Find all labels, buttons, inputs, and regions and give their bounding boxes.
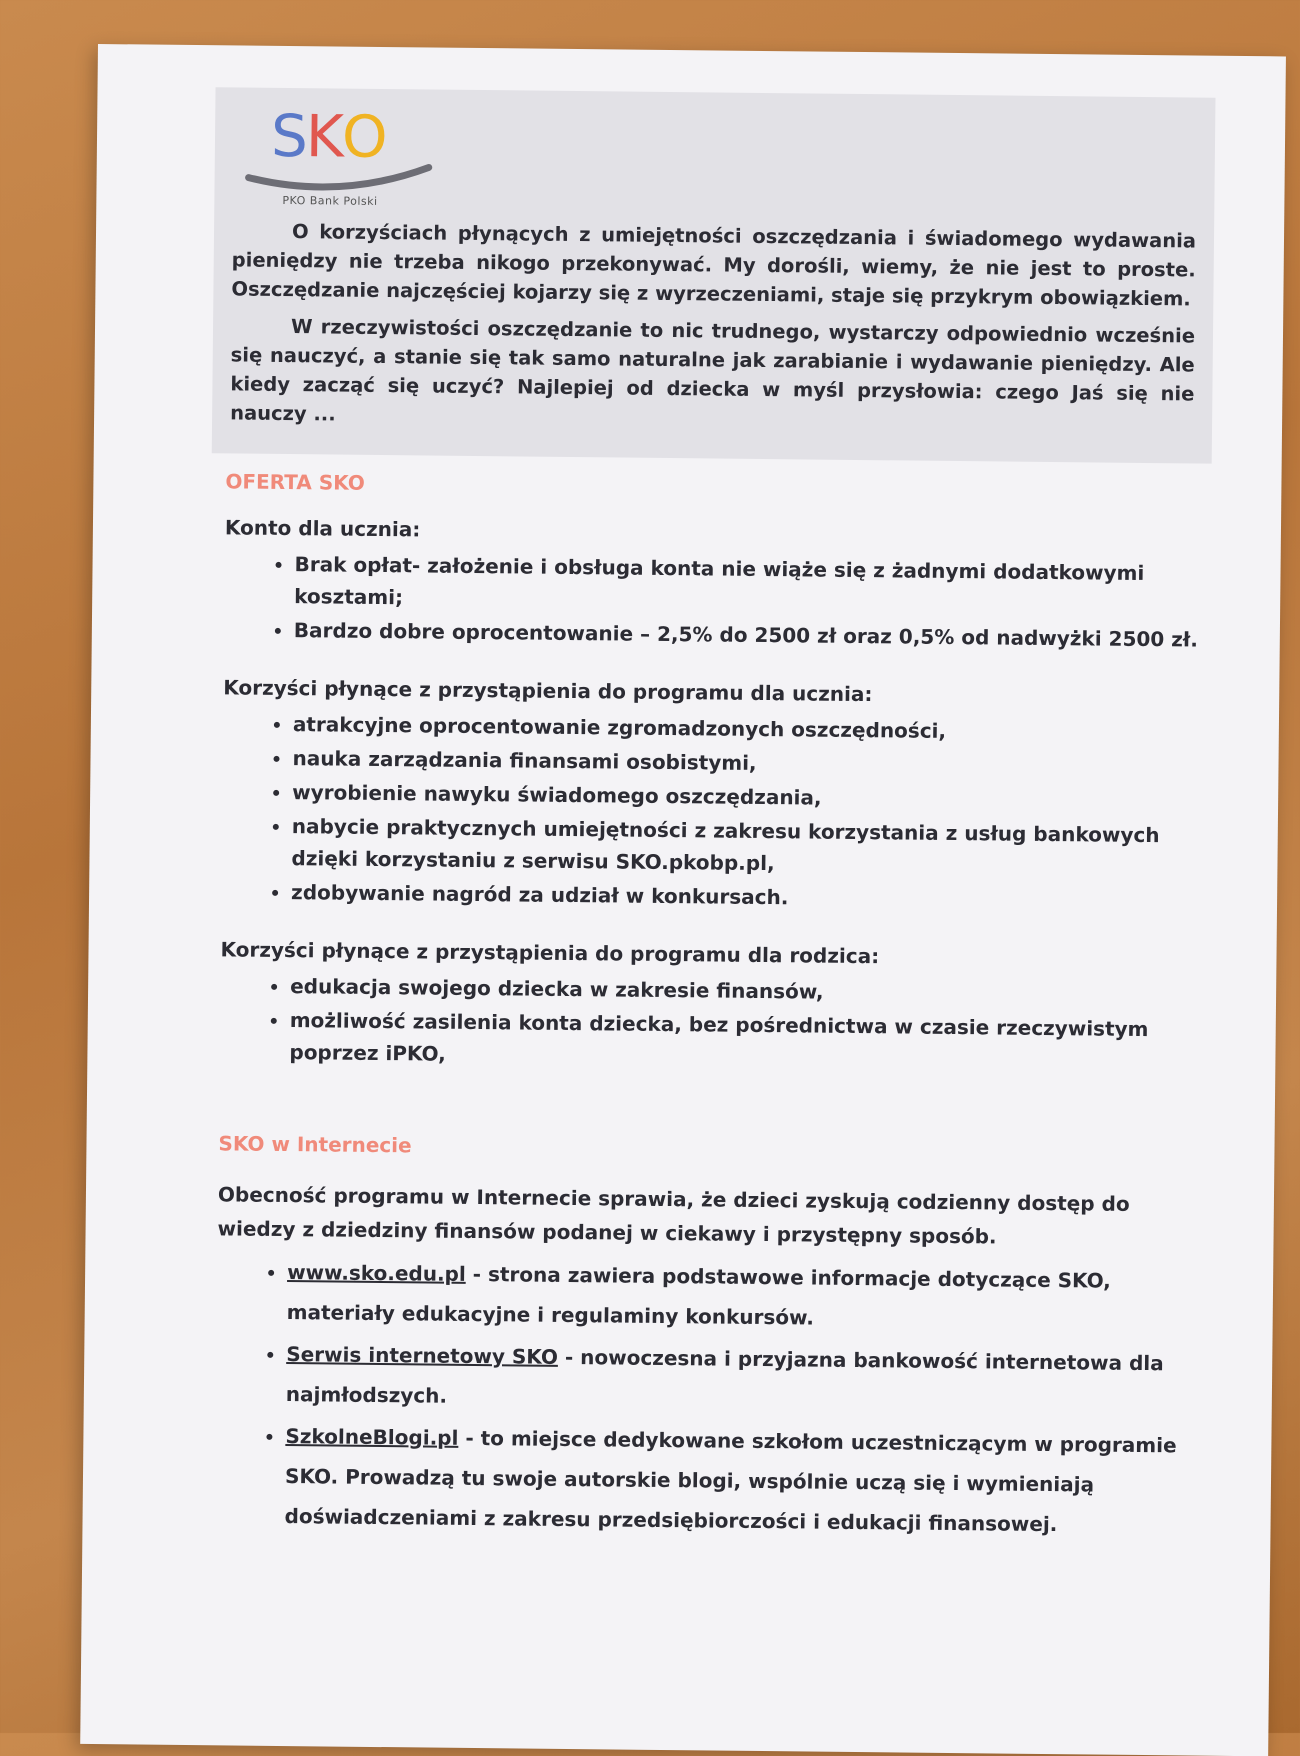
list-item-text: - strona zawiera podstawowe informacje dotyczące SKO, materiały edukacyjne i regulaminy konkursów. [286, 1261, 1111, 1330]
internet-section [200, 1097, 1205, 1545]
internet-list [214, 1251, 1203, 1545]
list-item: • atrakcyjne oprocentowanie zgromadzonych oszczędności, [293, 708, 1209, 750]
offer-section [205, 453, 1211, 1077]
sko-logo [232, 101, 1197, 226]
document-content [200, 87, 1215, 1575]
list-item: • Brak opłat- założenie i obsługa konta nie wiąże się z żadnymi dodatkowymi kosztami; [294, 548, 1211, 622]
list-item: • nauka zarządzania finansami osobistymi, [292, 742, 1208, 784]
intro-block [212, 87, 1216, 463]
offer-title: OFERTA SKO [225, 469, 365, 495]
list-item: • zdobywanie nagród za udział w konkursach. [291, 876, 1207, 918]
logo-letters [271, 102, 386, 171]
account-list [224, 547, 1211, 655]
list-item: • edukacja swojego dziecka w zakresie finansów, [290, 970, 1206, 1012]
list-item [287, 1252, 1204, 1342]
bank-name: PKO Bank Polski [282, 193, 378, 208]
student-benefits-heading: Korzyści płynące z przystąpienia do programu dla ucznia: [223, 675, 873, 707]
paper-sheet [80, 44, 1286, 1756]
intro-paragraph-1: O korzyściach płynących z umiejętności oszczędzania i świadomego wydawania pieniędzy nie trzeba nikogo przekonywać. My dorośli, wiemy, że nie jest to proste. Oszczędzanie najczęściej kojarzy się z wyrzeczeniami, staje się przykrym obowiązkiem. [231, 220, 1197, 311]
school-blogs-link[interactable]: SzkolneBlogi.pl [285, 1424, 459, 1450]
list-item: • nabycie praktycznych umiejętności z zakresu korzystania z usług bankowych dzięki korzystaniu z serwisu SKO.pkobp.pl, [291, 810, 1208, 884]
student-benefits-list [221, 707, 1209, 917]
list-item-text: - to miejsce dedykowane szkołom uczestniczącym w programie SKO. Prowadzą tu swoje autorskie blogi, wspólnie uczą się i wymieniają doświadczeniami z zakresu przedsiębiorczości i edukacji finansowej. [284, 1425, 1177, 1537]
internet-lead: Obecność programu w Internecie sprawia, że dzieci zyskują codzienny dostęp do wiedzy z dziedziny finansów podanej w ciekawy i przystępny sposób. [217, 1182, 1130, 1249]
list-item: • wyrobienie nawyku świadomego oszczędzania, [292, 776, 1208, 818]
intro-paragraph-2: W rzeczywistości oszczędzanie to nic trudnego, wystarczy odpowiednio wcześnie się nauczyć, a stanie się tak samo naturalne jak zarabianie i wydawanie pieniędzy. Ale kiedy zacząć się uczyć? Najlepiej od dziecka w myśl przysłowia: czego Jaś się nie nauczy ... [230, 315, 1196, 426]
list-item-text: - nowoczesna i przyjazna bankowość internetowa dla najmłodszych. [285, 1344, 1164, 1408]
list-item [286, 1334, 1203, 1424]
logo-smile-icon [244, 162, 434, 198]
list-item [284, 1416, 1201, 1546]
list-item: • Bardzo dobre oprocentowanie – 2,5% do 2500 zł oraz 0,5% od nadwyżki 2500 zł. [294, 614, 1210, 656]
logo-letter-k: K [305, 102, 343, 171]
logo-letter-s: S [270, 101, 307, 171]
logo-letter-o: O [341, 102, 386, 172]
account-heading: Konto dla ucznia: [224, 515, 421, 542]
parent-benefits-heading: Korzyści płynące z przystąpienia do programu dla rodzica: [220, 937, 880, 969]
sko-service-link[interactable]: Serwis internetowy SKO [286, 1342, 559, 1369]
parent-benefits-list [219, 969, 1206, 1077]
list-item: • możliwość zasilenia konta dziecka, bez pośrednictwa w czasie rzeczywistym poprzez iPKO, [289, 1004, 1206, 1078]
internet-title: SKO w Internecie [218, 1131, 412, 1158]
sko-website-link[interactable]: www.sko.edu.pl [287, 1260, 466, 1286]
